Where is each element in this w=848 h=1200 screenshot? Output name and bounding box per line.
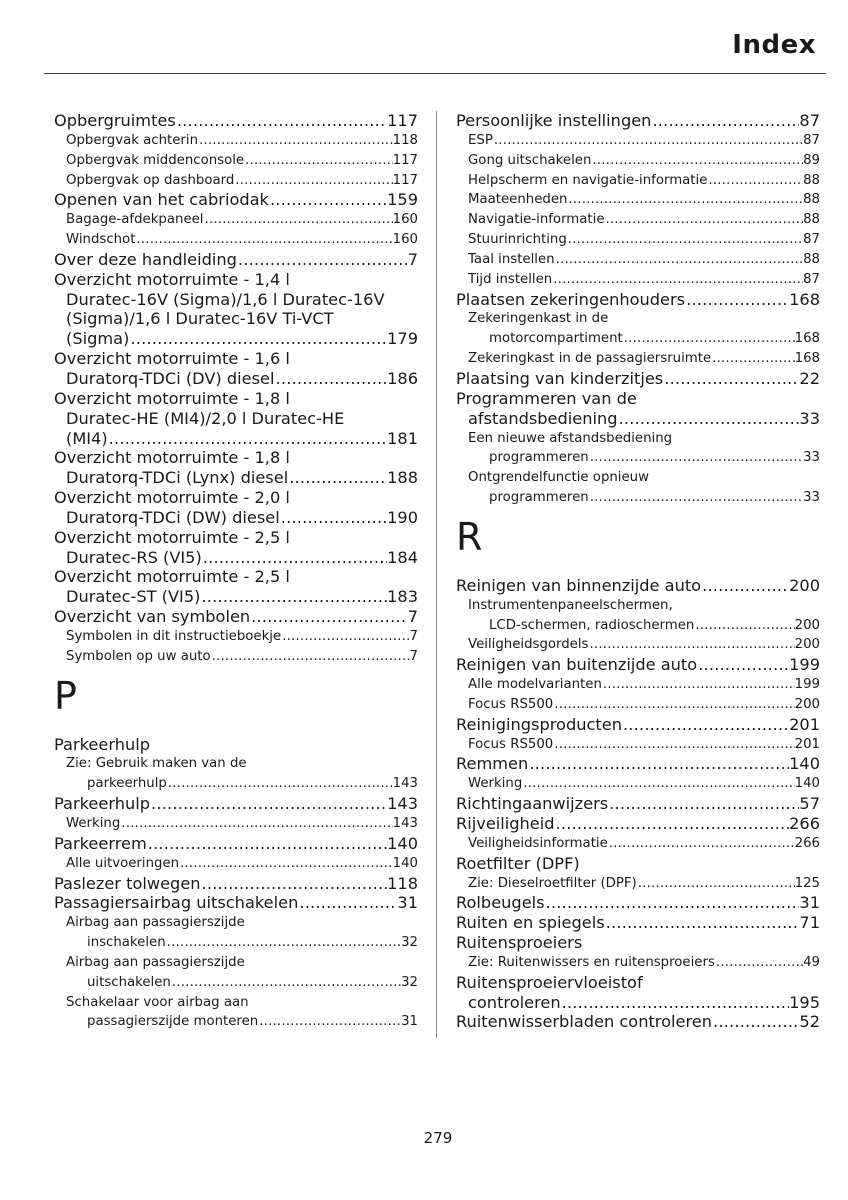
entry-page-number: 125: [794, 875, 820, 891]
entry-page-number: 143: [392, 776, 418, 792]
entry-page-number: 159: [387, 190, 418, 210]
entry-text: controleren: [468, 992, 561, 1012]
index-subentry: [456, 131, 820, 151]
dot-leader: [694, 616, 794, 636]
dot-leader: [608, 794, 799, 814]
entry-page-number: 118: [387, 873, 418, 893]
entry-text: Airbag aan passagierszijde: [66, 915, 245, 931]
dot-leader: [651, 111, 799, 131]
entry-page-number: 7: [409, 628, 418, 644]
entry-text: Roetfilter (DPF): [456, 853, 580, 873]
index-subentry: [54, 210, 418, 230]
entry-page-number: 140: [794, 776, 820, 792]
index-entry: [456, 715, 820, 735]
index-subentry: [54, 151, 418, 171]
index-entry: [54, 190, 418, 210]
entry-text: Ruitenwisserbladen controleren: [456, 1012, 712, 1032]
index-entry: [456, 854, 820, 874]
dot-leader: [545, 893, 800, 913]
entry-page-number: 195: [789, 992, 820, 1012]
entry-text: Parkeerhulp: [54, 794, 150, 814]
index-subentry: [54, 754, 418, 794]
entry-text: Focus RS500: [468, 736, 554, 752]
entry-text: programmeren: [489, 490, 589, 506]
entry-page-number: 168: [789, 289, 820, 309]
index-subentry: [456, 468, 820, 508]
index-entry: [54, 607, 418, 627]
entry-page-number: 7: [409, 648, 418, 664]
entry-text: uitschakelen: [87, 974, 171, 990]
entry-text: Symbolen in dit instructieboekje: [66, 628, 282, 644]
index-subentry: [456, 596, 820, 636]
dot-leader: [567, 230, 803, 250]
entry-text: Programmeren van de: [456, 388, 637, 408]
index-subentry: [54, 627, 418, 647]
index-subentry: [54, 854, 418, 874]
entry-text: Gong uitschakelen: [468, 152, 592, 168]
entry-text: Overzicht motorruimte - 2,5 l: [54, 567, 290, 587]
dot-leader: [567, 190, 803, 210]
dot-leader: [129, 329, 387, 349]
entry-text: (Sigma): [66, 329, 130, 349]
entry-text: Remmen: [456, 754, 529, 774]
entry-page-number: 140: [789, 754, 820, 774]
index-entry: [54, 270, 418, 349]
entry-page-number: 87: [803, 232, 820, 248]
dot-leader: [150, 794, 387, 814]
entry-text: (Sigma)/1,6 l Duratec-16V Ti-VCT: [66, 309, 334, 329]
entry-page-number: 87: [803, 271, 820, 287]
section-letter: R: [456, 514, 483, 559]
entry-text: Airbag aan passagierszijde: [66, 954, 245, 970]
dot-leader: [552, 270, 803, 290]
entry-text: Zekeringenkast in de: [468, 311, 609, 327]
entry-page-number: 168: [794, 331, 820, 347]
entry-page-number: 88: [803, 192, 820, 208]
index-subentry: [456, 675, 820, 695]
entry-page-number: 143: [392, 816, 418, 831]
index-subentry: [456, 151, 820, 171]
dot-leader: [176, 111, 387, 131]
entry-text: Ruitensproeiervloeistof: [456, 972, 643, 992]
index-entry: [456, 973, 820, 1013]
index-subentry: [456, 774, 820, 794]
entry-text: (MI4): [66, 428, 108, 448]
index-entry: [54, 528, 418, 568]
entry-text: Overzicht motorruimte - 1,8 l: [54, 388, 290, 408]
index-subentry: [456, 250, 820, 270]
entry-text: Overzicht motorruimte - 2,5 l: [54, 527, 290, 547]
index-entry: [54, 567, 418, 607]
entry-page-number: 89: [803, 152, 820, 168]
index-entry: [54, 735, 418, 755]
index-subentry: [456, 695, 820, 715]
dot-leader: [623, 329, 795, 349]
index-entry: [456, 913, 820, 933]
dot-leader: [204, 210, 393, 230]
dot-leader: [200, 587, 387, 607]
index-entry: [54, 874, 418, 894]
index-subentry: [456, 230, 820, 250]
dot-leader: [589, 488, 803, 508]
entry-page-number: 88: [803, 251, 820, 267]
entry-page-number: 143: [387, 794, 418, 814]
entry-text: Zie: Gebruik maken van de: [66, 756, 247, 772]
entry-page-number: 88: [803, 212, 820, 228]
entry-text: Veiligheidsinformatie: [468, 835, 608, 851]
entry-text: Schakelaar voor airbag aan: [66, 994, 249, 1010]
entry-text: Persoonlijke instellingen: [456, 111, 652, 130]
entry-page-number: 266: [794, 835, 820, 851]
entry-text: Reinigingsproducten: [456, 714, 622, 734]
index-subentry: [456, 309, 820, 349]
entry-page-number: 22: [799, 368, 820, 388]
entry-text: Rolbeugels: [456, 893, 545, 913]
index-subentry: [54, 993, 418, 1033]
entry-text: passagierszijde monteren: [87, 1014, 259, 1030]
dot-leader: [589, 635, 795, 655]
entry-text: Opbergvak op dashboard: [66, 172, 235, 188]
entry-text: Richtingaanwijzers: [456, 794, 609, 814]
index-subentry: [456, 874, 820, 894]
entry-page-number: 33: [799, 408, 820, 428]
entry-text: Overzicht motorruimte - 1,6 l: [54, 349, 290, 369]
entry-text: Stuurinrichting: [468, 232, 567, 248]
entry-text: Reinigen van buitenzijde auto: [456, 655, 698, 675]
entry-text: Passagiersairbag uitschakelen: [54, 893, 299, 913]
dot-leader: [298, 893, 397, 913]
dot-leader: [553, 695, 794, 715]
entry-page-number: 117: [392, 152, 418, 168]
dot-leader: [147, 834, 387, 854]
dot-leader: [179, 854, 393, 874]
index-subentry: [456, 349, 820, 369]
entry-page-number: 32: [401, 935, 418, 951]
entry-text: Zie: Ruitenwissers en ruitensproeiers: [468, 954, 715, 970]
index-entry: [456, 933, 820, 953]
dot-leader: [637, 874, 795, 894]
entry-text: ESP: [468, 132, 493, 148]
entry-text: Duratorq-TDCi (Lynx) diesel: [66, 468, 289, 488]
entry-text: Symbolen op uw auto: [66, 648, 211, 664]
entry-text: Plaatsen zekeringenhouders: [456, 289, 686, 309]
entry-text: Opbergruimtes: [54, 111, 176, 130]
index-entry: [456, 754, 820, 774]
entry-text: Werking: [66, 816, 121, 831]
dot-leader: [555, 250, 803, 270]
index-entry: [456, 111, 820, 131]
dot-leader: [288, 468, 387, 488]
entry-text: Alle modelvarianten: [468, 677, 602, 693]
index-subentry: [456, 171, 820, 191]
entry-text: motorcompartiment: [489, 331, 623, 347]
entry-page-number: 31: [401, 1014, 418, 1030]
dot-leader: [701, 576, 789, 596]
dot-leader: [591, 151, 803, 171]
entry-text: Zie: Dieselroetfilter (DPF): [468, 875, 637, 891]
entry-page-number: 200: [794, 617, 820, 633]
entry-text: Ruitensproeiers: [456, 933, 583, 953]
dot-leader: [589, 448, 803, 468]
entry-text: Bagage-afdekpaneel: [66, 212, 204, 228]
entry-page-number: 201: [794, 736, 820, 752]
index-entry: [456, 814, 820, 834]
dot-leader: [244, 151, 393, 171]
index-subentry: [54, 171, 418, 191]
dot-leader: [202, 548, 387, 568]
entry-page-number: 7: [407, 249, 418, 269]
entry-text: Duratec-16V (Sigma)/1,6 l Duratec-16V: [66, 289, 385, 309]
index-entry: [456, 794, 820, 814]
entry-page-number: 199: [789, 655, 820, 675]
dot-leader: [166, 933, 401, 953]
entry-page-number: 200: [794, 696, 820, 712]
entry-page-number: 190: [387, 507, 418, 527]
dot-leader: [250, 607, 408, 627]
dot-leader: [198, 131, 393, 151]
entry-page-number: 200: [789, 575, 820, 595]
entry-page-number: 160: [392, 232, 418, 248]
entry-page-number: 52: [799, 1012, 820, 1032]
entry-text: Overzicht motorruimte - 1,8 l: [54, 448, 290, 468]
index-subentry: [456, 635, 820, 655]
entry-text: Werking: [468, 776, 523, 792]
index-subentry: [456, 429, 820, 469]
entry-text: inschakelen: [87, 935, 166, 951]
index-subentry: [456, 190, 820, 210]
index-subentry: [54, 230, 418, 250]
entry-text: Alle uitvoeringen: [66, 855, 180, 871]
entry-page-number: 200: [794, 637, 820, 653]
dot-leader: [555, 814, 790, 834]
index-subentry: [54, 953, 418, 993]
dot-leader: [522, 774, 794, 794]
entry-page-number: 57: [799, 794, 820, 814]
entry-text: Instrumentenpaneelschermen,: [468, 597, 673, 613]
entry-text: parkeerhulp: [87, 776, 167, 792]
dot-leader: [135, 230, 392, 250]
entry-page-number: 118: [392, 132, 418, 148]
page-title: Index: [732, 30, 816, 60]
index-entry: [54, 448, 418, 488]
entry-text: Rijveiligheid: [456, 814, 555, 833]
dot-leader: [711, 349, 794, 369]
dot-leader: [622, 715, 789, 735]
entry-page-number: 33: [803, 490, 820, 506]
entry-text: LCD-schermen, radioschermen: [489, 617, 695, 633]
entry-text: Windschot: [66, 232, 136, 248]
dot-leader: [211, 647, 410, 667]
index-entry: [456, 290, 820, 310]
entry-page-number: 87: [803, 132, 820, 148]
entry-text: Duratec-RS (VI5): [66, 547, 202, 567]
dot-leader: [707, 171, 803, 191]
index-entry: [456, 893, 820, 913]
dot-leader: [108, 429, 387, 449]
index-entry: [54, 349, 418, 389]
dot-leader: [553, 735, 794, 755]
page-number: 279: [423, 1129, 453, 1147]
entry-page-number: 87: [799, 111, 820, 130]
dot-leader: [234, 171, 392, 191]
index-subentry: [456, 735, 820, 755]
entry-page-number: 266: [789, 814, 820, 833]
dot-leader: [715, 953, 803, 973]
dot-leader: [237, 250, 408, 270]
entry-page-number: 140: [392, 855, 418, 871]
index-entry: [54, 111, 418, 131]
entry-page-number: 183: [387, 587, 418, 607]
entry-page-number: 7: [407, 607, 418, 627]
dot-leader: [528, 754, 789, 774]
entry-page-number: 117: [392, 172, 418, 188]
dot-leader: [493, 131, 803, 151]
dot-leader: [618, 409, 800, 429]
entry-text: Duratec-HE (MI4)/2,0 l Duratec-HE: [66, 408, 345, 428]
dot-leader: [685, 290, 789, 310]
entry-page-number: 33: [803, 450, 820, 466]
entry-text: Reinigen van binnenzijde auto: [456, 575, 702, 595]
index-subentry: [54, 814, 418, 834]
entry-text: Een nieuwe afstandsbediening: [468, 430, 673, 446]
index-column-right: [456, 111, 820, 1032]
dot-leader: [167, 774, 393, 794]
dot-leader: [258, 1012, 401, 1032]
entry-page-number: 32: [401, 974, 418, 990]
entry-page-number: 184: [387, 547, 418, 567]
index-entry: [456, 389, 820, 429]
dot-leader: [605, 210, 804, 230]
entry-text: Duratorq-TDCi (DV) diesel: [66, 368, 275, 388]
index-column-left: [54, 111, 418, 1032]
entry-page-number: 188: [387, 468, 418, 488]
entry-text: Over deze handleiding: [54, 249, 237, 269]
index-entry: [456, 576, 820, 596]
dot-leader: [561, 993, 790, 1013]
index-subentry: [456, 270, 820, 290]
index-subentry: [54, 131, 418, 151]
dot-leader: [605, 913, 800, 933]
entry-page-number: 179: [387, 329, 418, 349]
index-entry: [456, 655, 820, 675]
entry-text: Tijd instellen: [468, 271, 553, 287]
entry-text: Opbergvak middenconsole: [66, 152, 245, 168]
entry-text: Overzicht motorruimte - 2,0 l: [54, 488, 290, 508]
dot-leader: [280, 508, 387, 528]
entry-page-number: 140: [387, 833, 418, 853]
entry-page-number: 201: [789, 714, 820, 734]
index-subentry: [54, 647, 418, 667]
dot-leader: [281, 627, 409, 647]
index-entry: [54, 794, 418, 814]
entry-page-number: 199: [794, 677, 820, 693]
entry-page-number: 49: [803, 954, 820, 970]
dot-leader: [602, 675, 795, 695]
entry-text: Navigatie-informatie: [468, 212, 605, 228]
dot-leader: [120, 814, 392, 834]
entry-text: Duratorq-TDCi (DW) diesel: [66, 507, 280, 527]
entry-text: Maateenheden: [468, 192, 568, 208]
dot-leader: [275, 369, 388, 389]
entry-page-number: 88: [803, 172, 820, 188]
index-subentry: [456, 953, 820, 973]
entry-text: afstandsbediening: [468, 408, 618, 428]
entry-text: Openen van het cabriodak: [54, 190, 269, 210]
entry-text: Overzicht van symbolen: [54, 607, 251, 627]
dot-leader: [697, 655, 789, 675]
entry-page-number: 160: [392, 212, 418, 228]
entry-text: Parkeerhulp: [54, 734, 150, 754]
entry-text: Plaatsing van kinderzitjes: [456, 368, 664, 388]
dot-leader: [201, 874, 388, 894]
entry-text: Focus RS500: [468, 696, 554, 712]
entry-text: Taal instellen: [468, 251, 555, 267]
index-entry: [54, 389, 418, 449]
index-entry: [54, 893, 418, 913]
index-subentry: [456, 834, 820, 854]
entry-text: programmeren: [489, 450, 589, 466]
entry-text: Ruiten en spiegels: [456, 913, 605, 933]
entry-page-number: 31: [799, 893, 820, 913]
index-entry: [54, 250, 418, 270]
entry-page-number: 181: [387, 428, 418, 448]
index-entry: [54, 488, 418, 528]
entry-text: Ontgrendelfunctie opnieuw: [468, 470, 649, 486]
index-entry: [54, 834, 418, 854]
index-entry: [456, 369, 820, 389]
header-rule: [44, 73, 826, 74]
entry-page-number: 31: [397, 893, 418, 913]
index-subentry: [54, 913, 418, 953]
entry-page-number: 186: [387, 368, 418, 388]
entry-text: Zekeringkast in de passagiersruimte: [468, 351, 712, 367]
entry-page-number: 71: [799, 913, 820, 933]
entry-text: Helpscherm en navigatie-informatie: [468, 172, 708, 188]
entry-text: Overzicht motorruimte - 1,4 l: [54, 269, 290, 289]
column-divider: [436, 111, 437, 1038]
entry-text: Paslezer tolwegen: [54, 873, 201, 893]
dot-leader: [269, 190, 387, 210]
entry-page-number: 117: [387, 111, 418, 130]
entry-text: Parkeerrem: [54, 833, 147, 853]
dot-leader: [608, 834, 795, 854]
entry-text: Duratec-ST (VI5): [66, 587, 201, 607]
entry-text: Veiligheidsgordels: [468, 637, 589, 653]
index-subentry: [456, 210, 820, 230]
entry-text: Opbergvak achterin: [66, 132, 199, 148]
index-entry: [456, 1012, 820, 1032]
entry-page-number: 168: [794, 351, 820, 367]
dot-leader: [171, 973, 401, 993]
dot-leader: [663, 369, 799, 389]
dot-leader: [712, 1012, 799, 1032]
section-letter: P: [54, 673, 77, 718]
